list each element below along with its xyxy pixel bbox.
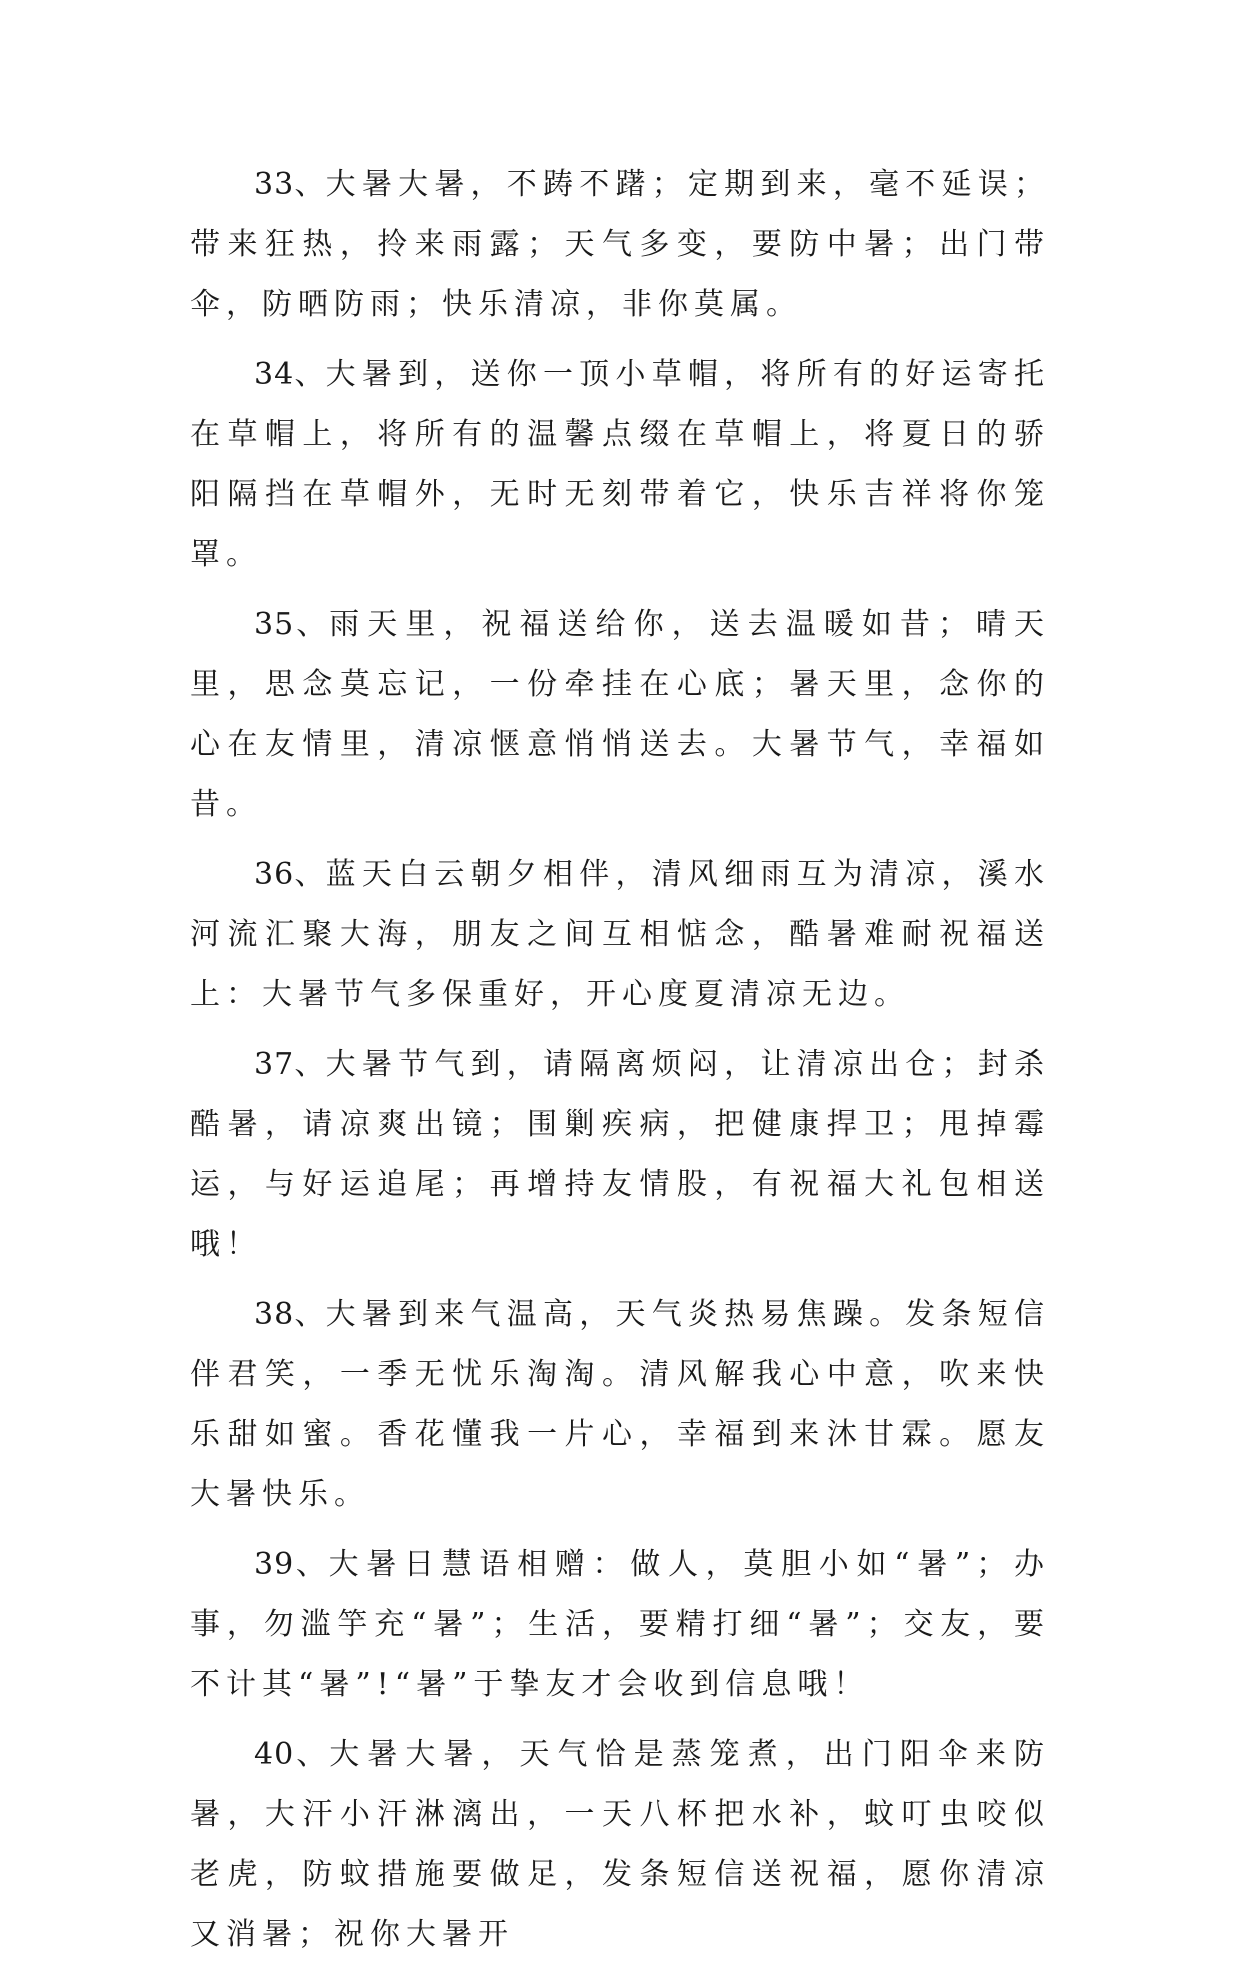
paragraph-text: 蓝天白云朝夕相伴，清风细雨互为清凉，溪水河流汇聚大海，朋友之间互相惦念，酷暑难耐祝福送上：大暑节气多保重好，开心度夏清凉无边。 [190, 857, 1050, 1012]
paragraph-36 [190, 845, 1050, 1025]
paragraph-number: 40、 [254, 1737, 330, 1772]
paragraph-number: 34、 [254, 357, 326, 392]
paragraph-37 [190, 1035, 1050, 1275]
paragraph-text: 大暑日慧语相赠：做人，莫胆小如“暑”；办事，勿滥竽充“暑”；生活，要精打细“暑”；交友，要不计其“暑”!“暑”于挚友才会收到信息哦！ [190, 1547, 1050, 1702]
paragraph-34 [190, 345, 1050, 585]
paragraph-40 [190, 1725, 1050, 1965]
paragraph-39 [190, 1535, 1050, 1715]
paragraph-text: 大暑到来气温高，天气炎热易焦躁。发条短信伴君笑，一季无忧乐淘淘。清风解我心中意，吹来快乐甜如蜜。香花懂我一片心，幸福到来沐甘霖。愿友大暑快乐。 [190, 1297, 1050, 1512]
paragraph-text: 大暑大暑，天气恰是蒸笼煮，出门阳伞来防暑，大汗小汗淋漓出，一天八杯把水补，蚊叮虫咬似老虎，防蚊措施要做足，发条短信送祝福，愿你清凉又消暑；祝你大暑开 [190, 1737, 1050, 1952]
paragraph-text: 大暑大暑，不踌不躇；定期到来，毫不延误；带来狂热，拎来雨露；天气多变，要防中暑；出门带伞，防晒防雨；快乐清凉，非你莫属。 [190, 167, 1050, 322]
paragraph-number: 39、 [254, 1547, 329, 1582]
paragraph-33 [190, 155, 1050, 335]
paragraph-text: 雨天里，祝福送给你，送去温暖如昔；晴天里，思念莫忘记，一份牵挂在心底；暑天里，念你的心在友情里，清凉惬意悄悄送去。大暑节气，幸福如昔。 [190, 607, 1050, 822]
paragraph-text: 大暑节气到，请隔离烦闷，让清凉出仓；封杀酷暑，请凉爽出镜；围剿疾病，把健康捍卫；甩掉霉运，与好运追尾；再增持友情股，有祝福大礼包相送哦！ [190, 1047, 1050, 1262]
paragraph-35 [190, 595, 1050, 835]
document-body [190, 155, 1050, 1975]
paragraph-number: 37、 [254, 1047, 326, 1082]
paragraph-number: 33、 [254, 167, 326, 202]
paragraph-number: 35、 [254, 607, 330, 642]
paragraph-number: 38、 [254, 1297, 326, 1332]
paragraph-38 [190, 1285, 1050, 1525]
paragraph-number: 36、 [254, 857, 326, 892]
paragraph-text: 大暑到，送你一顶小草帽，将所有的好运寄托在草帽上，将所有的温馨点缀在草帽上，将夏日的骄阳隔挡在草帽外，无时无刻带着它，快乐吉祥将你笼罩。 [190, 357, 1050, 572]
